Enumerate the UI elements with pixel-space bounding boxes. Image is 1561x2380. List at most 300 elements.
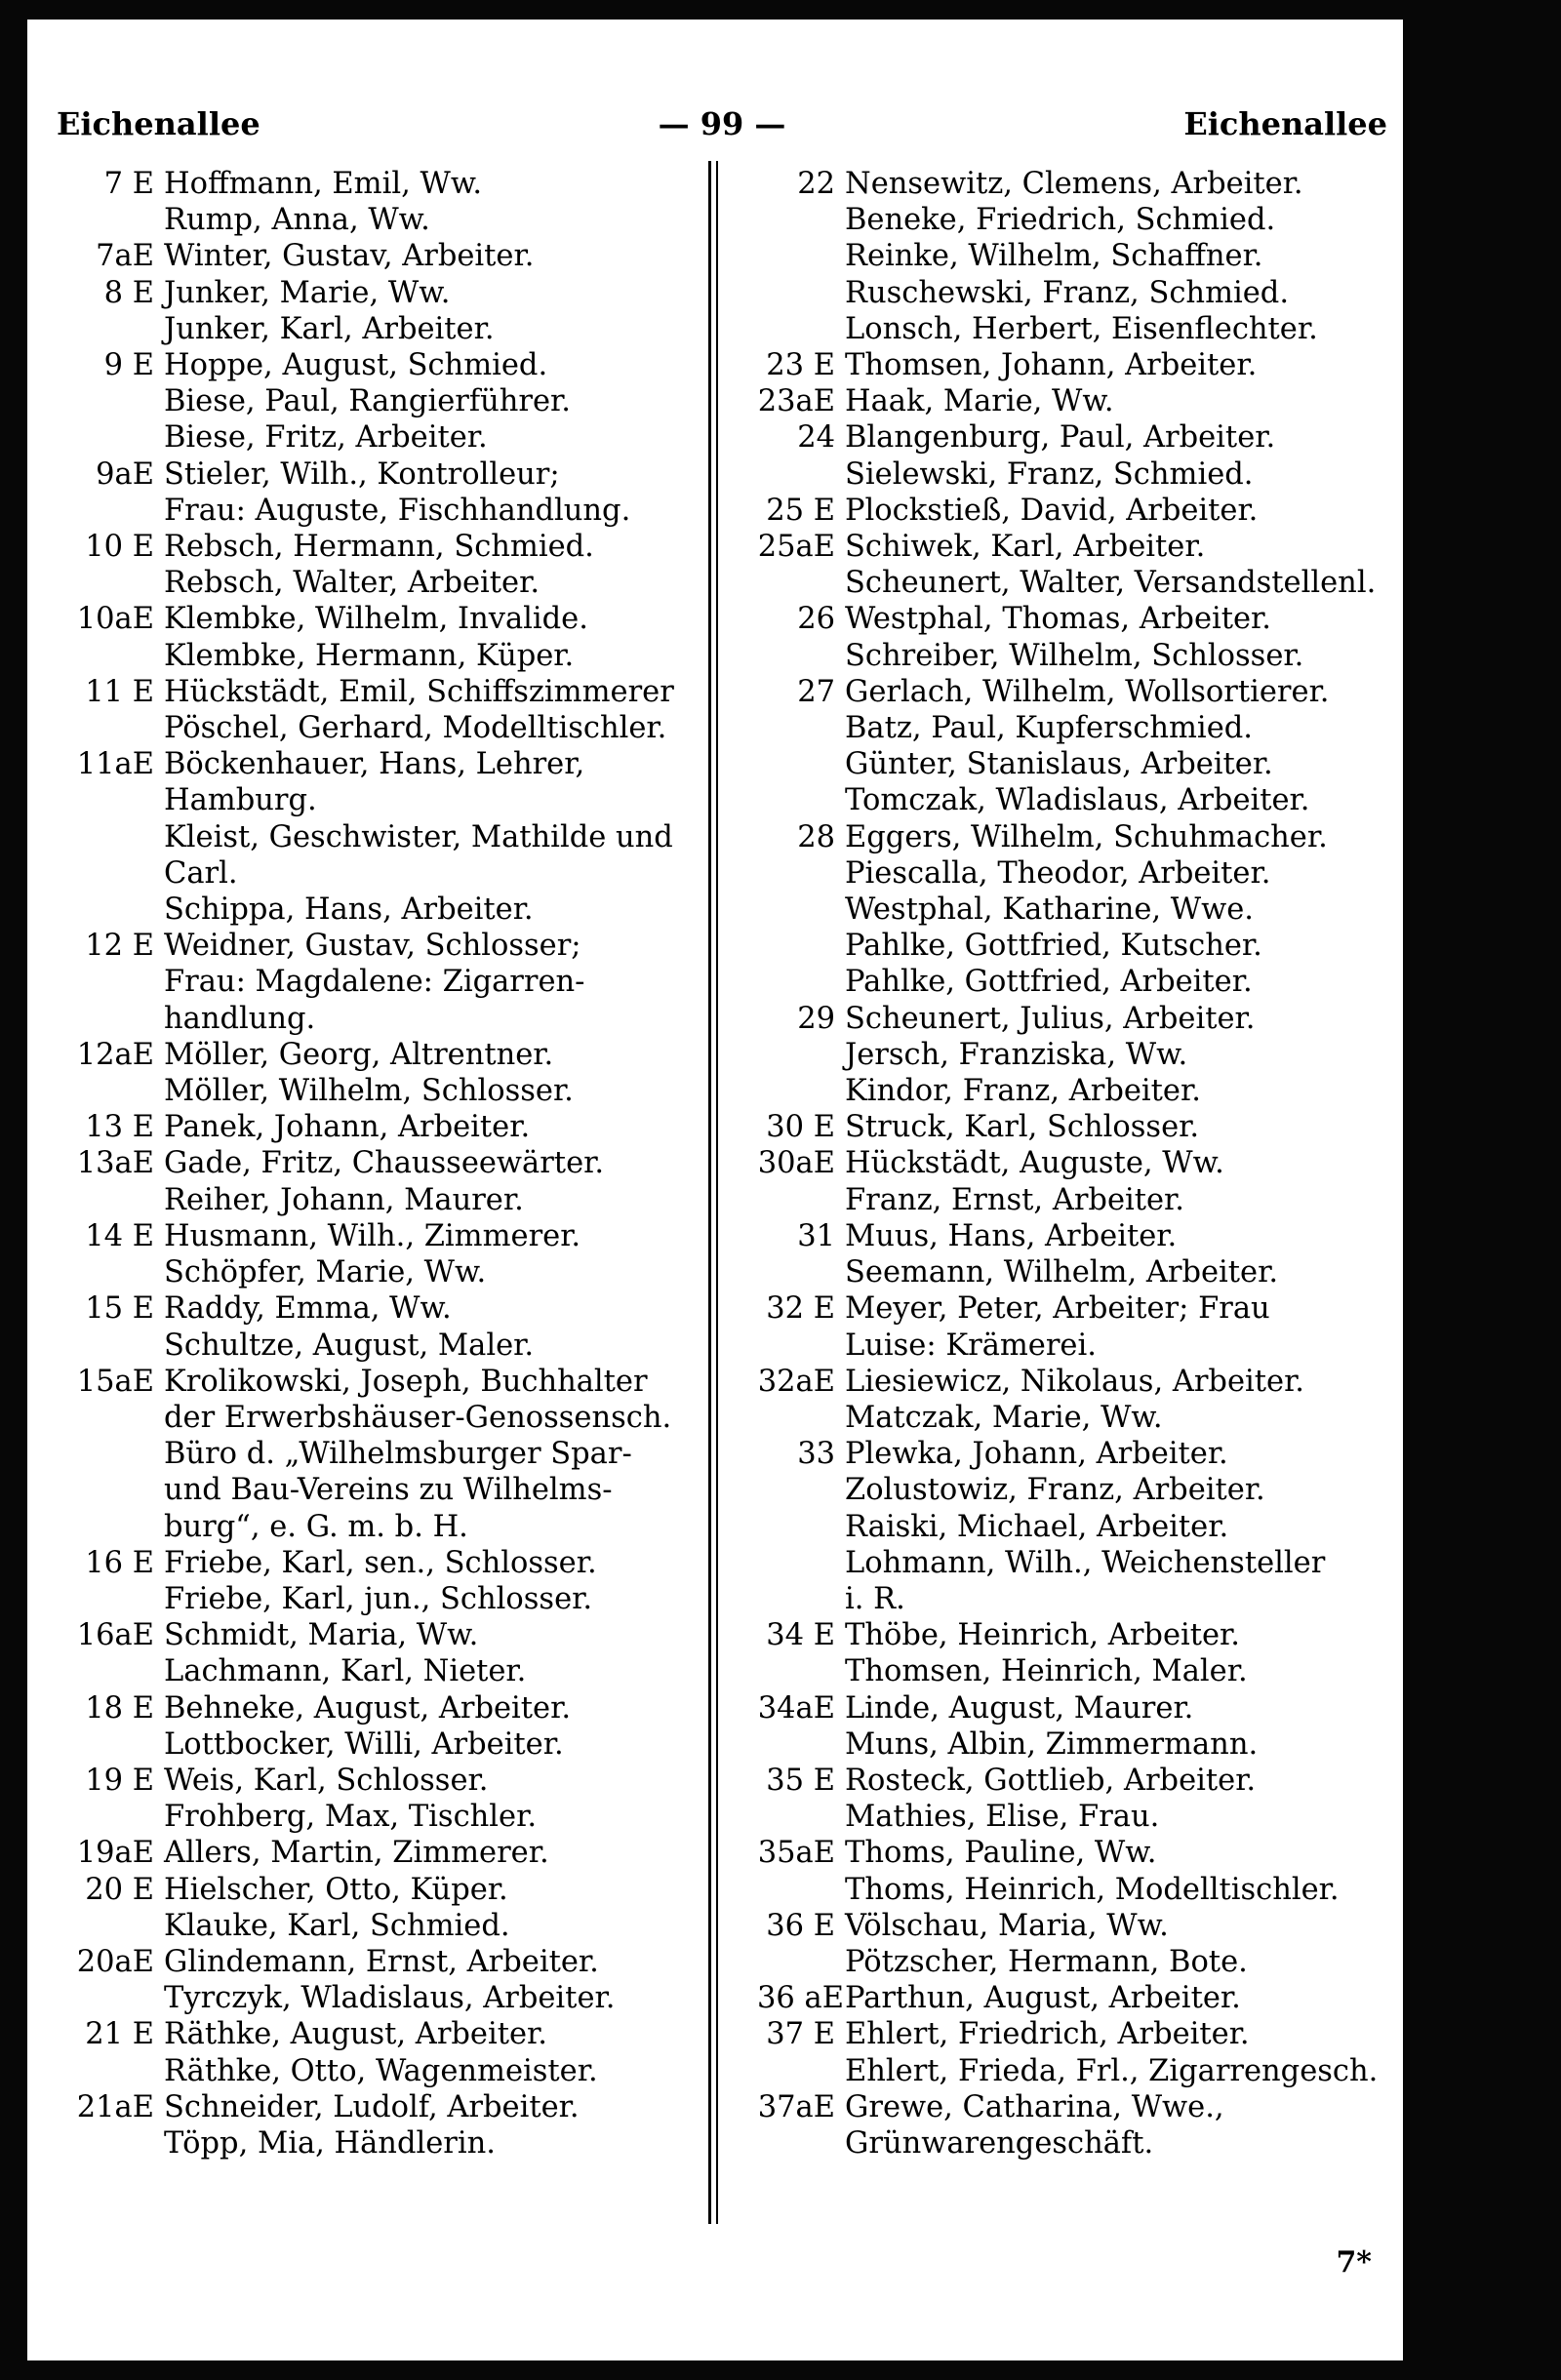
resident-entry: Schippa, Hans, Arbeiter.	[164, 892, 534, 928]
house-number	[76, 1509, 164, 1545]
resident-entry: Hamburg.	[164, 783, 317, 818]
directory-entry	[757, 855, 1391, 892]
directory-entry	[76, 1290, 710, 1327]
directory-entry	[757, 964, 1391, 1000]
directory-entry	[76, 710, 710, 746]
resident-entry: Rebsch, Hermann, Schmied.	[164, 530, 594, 565]
house-number	[76, 782, 164, 818]
resident-entry: Krolikowski, Joseph, Buchhalter	[164, 1364, 648, 1399]
resident-entry: Pötzscher, Hermann, Bote.	[845, 1944, 1248, 1979]
house-number	[757, 1799, 845, 1835]
house-number	[757, 782, 845, 818]
resident-entry: Büro d. „Wilhelmsburger Spar-	[164, 1437, 632, 1472]
resident-entry: Möller, Wilhelm, Schlosser.	[164, 1074, 574, 1109]
resident-entry: Matczak, Marie, Ww.	[845, 1400, 1163, 1435]
resident-entry: Hoffmann, Emil, Ww.	[164, 167, 483, 201]
resident-entry: Töpp, Mia, Händlerin.	[164, 2125, 496, 2161]
house-number: 13aE	[76, 1146, 154, 1181]
resident-entry: Rump, Anna, Ww.	[164, 203, 430, 238]
house-number	[76, 1799, 164, 1835]
directory-entry	[76, 1799, 710, 1835]
resident-entry: Pahlke, Gottfried, Kutscher.	[845, 929, 1262, 964]
directory-entry	[757, 1617, 1391, 1653]
directory-entry	[757, 529, 1391, 565]
resident-entry: Luise: Krämerei.	[845, 1328, 1097, 1363]
house-number	[757, 1037, 845, 1073]
resident-entry: Lonsch, Herbert, Eisenflechter.	[845, 311, 1318, 346]
directory-entry	[757, 1037, 1391, 1073]
house-number	[76, 892, 164, 928]
directory-entry	[757, 1653, 1391, 1689]
directory-entry	[757, 1364, 1391, 1400]
resident-entry: Allers, Martin, Zimmerer.	[164, 1836, 549, 1871]
resident-entry: Klauke, Karl, Schmied.	[164, 1908, 510, 1943]
directory-entry	[76, 1726, 710, 1763]
resident-entry: Schiwek, Karl, Arbeiter.	[845, 530, 1206, 565]
house-number: 20aE	[76, 1944, 154, 1979]
resident-entry: Thomsen, Johann, Arbeiter.	[845, 348, 1258, 383]
directory-entry	[76, 202, 710, 238]
directory-entry	[757, 1581, 1391, 1617]
directory-entry	[757, 1145, 1391, 1181]
resident-entry: Reinke, Wilhelm, Schaffner.	[845, 239, 1263, 274]
resident-entry: Muus, Hans, Arbeiter.	[845, 1218, 1178, 1253]
house-number	[76, 2053, 164, 2089]
house-number: 11 E	[85, 674, 154, 709]
resident-entry: Schultze, August, Maler.	[164, 1328, 535, 1363]
directory-entry	[76, 1653, 710, 1689]
resident-entry: Glindemann, Ernst, Arbeiter.	[164, 1944, 599, 1979]
house-number: 8 E	[103, 275, 154, 310]
house-number: 10 E	[85, 530, 154, 565]
directory-entry	[76, 1509, 710, 1545]
resident-entry: Junker, Marie, Ww.	[164, 275, 451, 310]
directory-entry	[757, 1218, 1391, 1254]
resident-entry: Scheunert, Julius, Arbeiter.	[845, 1001, 1256, 1036]
directory-entry	[757, 166, 1391, 202]
page-header	[57, 105, 1387, 154]
house-number: 25 E	[766, 493, 835, 528]
house-number: 25aE	[757, 530, 835, 565]
header-street-right: Eichenallee	[1183, 105, 1387, 142]
resident-entry: i. R.	[845, 1581, 905, 1616]
directory-entry	[76, 2053, 710, 2089]
house-number	[757, 1944, 845, 1980]
directory-entry	[76, 1328, 710, 1364]
directory-entry	[757, 928, 1391, 964]
directory-entry	[757, 419, 1391, 456]
house-number	[76, 1436, 164, 1472]
house-number: 12 E	[85, 929, 154, 964]
directory-entry	[76, 166, 710, 202]
directory-entry	[76, 275, 710, 311]
directory-entry	[76, 964, 710, 1000]
directory-entry	[76, 456, 710, 493]
resident-entry: Junker, Karl, Arbeiter.	[164, 311, 495, 346]
resident-entry: Frau: Magdalene: Zigarren-	[164, 965, 585, 1000]
resident-entry: Biese, Paul, Rangierführer.	[164, 384, 571, 419]
resident-entry: Hielscher, Otto, Küper.	[164, 1872, 508, 1907]
resident-entry: und Bau-Vereins zu Wilhelms-	[164, 1473, 613, 1508]
house-number: 34 E	[766, 1618, 835, 1653]
resident-entry: Westphal, Thomas, Arbeiter.	[845, 602, 1271, 637]
house-number: 10aE	[76, 602, 154, 637]
resident-entry: Klembke, Hermann, Küper.	[164, 638, 575, 673]
directory-entry	[757, 2089, 1391, 2125]
resident-entry: Plewka, Johann, Arbeiter.	[845, 1437, 1228, 1472]
directory-entry	[757, 638, 1391, 674]
directory-entry	[757, 1545, 1391, 1581]
house-number	[76, 1980, 164, 2016]
house-number	[757, 638, 845, 674]
resident-entry: Räthke, Otto, Wagenmeister.	[164, 2053, 598, 2088]
resident-entry: Haak, Marie, Ww.	[845, 384, 1114, 419]
house-number	[76, 1254, 164, 1290]
house-number: 35aE	[757, 1836, 835, 1871]
house-number: 14 E	[85, 1218, 154, 1253]
house-number	[76, 1001, 164, 1037]
resident-entry: Pahlke, Gottfried, Arbeiter.	[845, 965, 1253, 1000]
directory-entry	[76, 1037, 710, 1073]
resident-entry: handlung.	[164, 1001, 316, 1036]
directory-entry	[757, 601, 1391, 637]
directory-entry	[757, 892, 1391, 928]
house-number: 19aE	[76, 1836, 154, 1871]
resident-entry: Scheunert, Walter, Versandstellenl.	[845, 566, 1377, 601]
directory-entry	[76, 493, 710, 529]
directory-entry	[757, 746, 1391, 782]
house-number: 22	[797, 167, 835, 201]
resident-entry: Völschau, Maria, Ww.	[845, 1908, 1169, 1943]
house-number: 12aE	[76, 1037, 154, 1072]
directory-entry	[757, 1763, 1391, 1799]
house-number	[76, 1472, 164, 1508]
directory-entry	[757, 1726, 1391, 1763]
house-number	[76, 202, 164, 238]
directory-entry	[757, 1001, 1391, 1037]
house-number	[757, 1254, 845, 1290]
directory-entry	[757, 1400, 1391, 1436]
resident-entry: Eggers, Wilhelm, Schuhmacher.	[845, 819, 1328, 854]
resident-entry: Mathies, Elise, Frau.	[845, 1800, 1160, 1835]
directory-entry	[76, 892, 710, 928]
directory-entry	[76, 383, 710, 419]
resident-entry: Liesiewicz, Nikolaus, Arbeiter.	[845, 1364, 1304, 1399]
directory-entry	[76, 928, 710, 964]
directory-entry	[76, 1617, 710, 1653]
resident-entry: Linde, August, Maurer.	[845, 1690, 1194, 1726]
page-number: — 99 —	[658, 105, 786, 142]
house-number: 37aE	[757, 2089, 835, 2124]
resident-entry: Grünwarengeschäft.	[845, 2125, 1154, 2161]
directory-entry	[76, 782, 710, 818]
resident-entry: Batz, Paul, Kupferschmied.	[845, 711, 1253, 746]
directory-entry	[76, 1218, 710, 1254]
resident-entry: Weidner, Gustav, Schlosser;	[164, 929, 581, 964]
house-number: 9 E	[103, 348, 154, 383]
house-number	[76, 710, 164, 746]
house-number	[757, 1872, 845, 1908]
house-number	[76, 383, 164, 419]
resident-entry: Frohberg, Max, Tischler.	[164, 1800, 538, 1835]
directory-entry	[757, 1944, 1391, 1980]
header-street-left: Eichenallee	[57, 105, 260, 142]
directory-entry	[757, 493, 1391, 529]
resident-entry: Ehlert, Frieda, Frl., Zigarrengesch.	[845, 2053, 1379, 2088]
directory-entry	[76, 2089, 710, 2125]
resident-entry: Behneke, August, Arbeiter.	[164, 1690, 572, 1726]
house-number	[76, 2125, 164, 2162]
house-number	[76, 1328, 164, 1364]
directory-entry	[76, 1145, 710, 1181]
house-number: 21aE	[76, 2089, 154, 2124]
resident-entry: Möller, Georg, Altrentner.	[164, 1037, 554, 1072]
resident-entry: Winter, Gustav, Arbeiter.	[164, 239, 535, 274]
directory-entry	[757, 1872, 1391, 1908]
page	[27, 20, 1403, 2360]
resident-entry: Frau: Auguste, Fischhandlung.	[164, 493, 631, 528]
directory-entry	[76, 1001, 710, 1037]
resident-entry: Hückstädt, Emil, Schiffszimmerer	[164, 674, 674, 709]
house-number	[757, 1182, 845, 1218]
resident-entry: Jersch, Franziska, Ww.	[845, 1037, 1188, 1072]
house-number: 27	[797, 674, 835, 709]
house-number: 13 E	[85, 1110, 154, 1145]
house-number: 37 E	[766, 2017, 835, 2052]
house-number	[757, 892, 845, 928]
resident-entry: Rebsch, Walter, Arbeiter.	[164, 566, 540, 601]
resident-entry: Nensewitz, Clemens, Arbeiter.	[845, 167, 1303, 201]
directory-entry	[76, 2125, 710, 2162]
resident-entry: Lachmann, Karl, Nieter.	[164, 1654, 527, 1689]
house-number	[76, 565, 164, 601]
directory-entry	[76, 674, 710, 710]
house-number: 35 E	[766, 1763, 835, 1798]
house-number: 31	[797, 1218, 835, 1253]
resident-entry: Klembke, Wilhelm, Invalide.	[164, 602, 588, 637]
directory-entry	[76, 347, 710, 383]
resident-entry: Schreiber, Wilhelm, Schlosser.	[845, 638, 1304, 673]
house-number	[76, 493, 164, 529]
directory-entry	[76, 601, 710, 637]
directory-entry	[76, 1400, 710, 1436]
directory-entry	[76, 311, 710, 347]
directory-entry	[757, 275, 1391, 311]
resident-entry: Friebe, Karl, sen., Schlosser.	[164, 1545, 597, 1580]
house-number: 32 E	[766, 1291, 835, 1327]
resident-entry: Grewe, Catharina, Wwe.,	[845, 2089, 1224, 2124]
directory-entry	[76, 746, 710, 782]
directory-entry	[76, 529, 710, 565]
resident-entry: Schneider, Ludolf, Arbeiter.	[164, 2089, 580, 2124]
house-number	[76, 1581, 164, 1617]
house-number	[757, 855, 845, 892]
resident-entry: Thoms, Heinrich, Modelltischler.	[845, 1872, 1340, 1907]
resident-entry: Reiher, Johann, Maurer.	[164, 1182, 524, 1217]
house-number	[76, 1908, 164, 1944]
house-number: 29	[797, 1001, 835, 1036]
resident-entry: Franz, Ernst, Arbeiter.	[845, 1182, 1184, 1217]
directory-entry	[76, 1581, 710, 1617]
directory-entry	[757, 238, 1391, 274]
house-number: 24	[797, 420, 835, 456]
house-number	[757, 964, 845, 1000]
house-number: 23aE	[757, 384, 835, 419]
directory-entry	[76, 1254, 710, 1290]
house-number	[757, 1073, 845, 1109]
house-number: 16aE	[76, 1618, 154, 1653]
directory-entry	[76, 1436, 710, 1472]
house-number	[757, 1581, 845, 1617]
directory-entry	[757, 1436, 1391, 1472]
resident-entry: Sielewski, Franz, Schmied.	[845, 456, 1254, 492]
directory-entry	[757, 1690, 1391, 1726]
right-column	[757, 166, 1391, 2162]
resident-entry: Rosteck, Gottlieb, Arbeiter.	[845, 1763, 1257, 1798]
directory-entry	[76, 565, 710, 601]
directory-entry	[757, 782, 1391, 818]
house-number	[757, 1328, 845, 1364]
house-number: 36 E	[766, 1908, 835, 1943]
directory-entry	[76, 819, 710, 855]
house-number	[757, 1545, 845, 1581]
house-number	[76, 1653, 164, 1689]
directory-entry	[76, 1835, 710, 1871]
directory-entry	[757, 819, 1391, 855]
directory-entry	[76, 1545, 710, 1581]
house-number: 33	[797, 1437, 835, 1472]
house-number: 23 E	[766, 348, 835, 383]
directory-entry	[76, 1182, 710, 1218]
directory-entry	[76, 1908, 710, 1944]
directory-entry	[757, 1254, 1391, 1290]
house-number	[76, 819, 164, 855]
house-number	[757, 238, 845, 274]
resident-entry: Zolustowiz, Franz, Arbeiter.	[845, 1473, 1265, 1508]
resident-entry: Schöpfer, Marie, Ww.	[164, 1255, 487, 1290]
directory-entry	[757, 1799, 1391, 1835]
resident-entry: Raddy, Emma, Ww.	[164, 1291, 452, 1327]
resident-entry: Raiski, Michael, Arbeiter.	[845, 1509, 1229, 1544]
house-number	[757, 2053, 845, 2089]
house-number: 28	[797, 819, 835, 854]
resident-entry: burg“, e. G. m. b. H.	[164, 1509, 468, 1544]
directory-entry	[757, 347, 1391, 383]
house-number	[757, 746, 845, 782]
resident-entry: Husmann, Wilh., Zimmerer.	[164, 1218, 581, 1253]
directory-entry	[757, 1182, 1391, 1218]
resident-entry: Struck, Karl, Schlosser.	[845, 1110, 1200, 1145]
resident-entry: Thöbe, Heinrich, Arbeiter.	[845, 1618, 1240, 1653]
resident-entry: Plockstieß, David, Arbeiter.	[845, 493, 1259, 528]
house-number: 19 E	[85, 1763, 154, 1798]
house-number: 7 E	[103, 167, 154, 201]
house-number: 18 E	[85, 1690, 154, 1726]
directory-entry	[76, 2016, 710, 2052]
resident-entry: Westphal, Katharine, Wwe.	[845, 892, 1254, 928]
resident-entry: Muns, Albin, Zimmermann.	[845, 1726, 1259, 1762]
directory-entry	[76, 638, 710, 674]
house-number	[76, 964, 164, 1000]
house-number	[757, 311, 845, 347]
directory-entry	[76, 238, 710, 274]
house-number: 36 aE	[757, 1981, 844, 2016]
directory-entry	[757, 674, 1391, 710]
house-number: 20 E	[85, 1872, 154, 1907]
resident-entry: Panek, Johann, Arbeiter.	[164, 1110, 531, 1145]
resident-entry: der Erwerbshäuser-Genossensch.	[164, 1400, 672, 1435]
house-number	[757, 710, 845, 746]
directory-entry	[757, 2125, 1391, 2162]
directory-entry	[76, 419, 710, 456]
resident-entry: Biese, Fritz, Arbeiter.	[164, 420, 488, 456]
directory-entry	[76, 1109, 710, 1145]
column-divider-inner	[716, 161, 718, 2224]
house-number: 7aE	[96, 239, 154, 274]
resident-entry: Kindor, Franz, Arbeiter.	[845, 1074, 1201, 1109]
directory-entry	[76, 1763, 710, 1799]
house-number	[757, 1653, 845, 1689]
house-number: 30aE	[757, 1146, 835, 1181]
house-number	[757, 1472, 845, 1508]
resident-entry: Günter, Stanislaus, Arbeiter.	[845, 747, 1273, 782]
house-number	[757, 565, 845, 601]
resident-entry: Lottbocker, Willi, Arbeiter.	[164, 1726, 564, 1762]
resident-entry: Thoms, Pauline, Ww.	[845, 1836, 1157, 1871]
resident-entry: Beneke, Friedrich, Schmied.	[845, 203, 1276, 238]
directory-entry	[76, 1472, 710, 1508]
resident-entry: Blangenburg, Paul, Arbeiter.	[845, 420, 1276, 456]
directory-entry	[757, 456, 1391, 493]
resident-entry: Gade, Fritz, Chausseewärter.	[164, 1146, 605, 1181]
house-number	[757, 2125, 845, 2162]
house-number: 30 E	[766, 1110, 835, 1145]
directory-entry	[757, 1908, 1391, 1944]
house-number	[757, 928, 845, 964]
house-number: 34aE	[757, 1690, 835, 1726]
house-number	[76, 419, 164, 456]
resident-entry: Hoppe, August, Schmied.	[164, 348, 548, 383]
resident-entry: Parthun, August, Arbeiter.	[845, 1981, 1241, 2016]
resident-entry: Lohmann, Wilh., Weichensteller	[845, 1545, 1326, 1580]
directory-entry	[757, 1290, 1391, 1327]
resident-entry: Tyrczyk, Wladislaus, Arbeiter.	[164, 1981, 616, 2016]
house-number: 11aE	[76, 747, 154, 782]
directory-entry	[757, 1328, 1391, 1364]
directory-entry	[757, 1980, 1391, 2016]
directory-entry	[76, 1364, 710, 1400]
directory-entry	[757, 383, 1391, 419]
resident-entry: Böckenhauer, Hans, Lehrer,	[164, 747, 585, 782]
resident-entry: Thomsen, Heinrich, Maler.	[845, 1654, 1248, 1689]
directory-entry	[757, 1109, 1391, 1145]
resident-entry: Tomczak, Wladislaus, Arbeiter.	[845, 783, 1310, 818]
resident-entry: Ehlert, Friedrich, Arbeiter.	[845, 2017, 1250, 2052]
directory-entry	[757, 202, 1391, 238]
directory-entry	[757, 565, 1391, 601]
resident-entry: Ruschewski, Franz, Schmied.	[845, 275, 1290, 310]
house-number	[76, 1182, 164, 1218]
house-number: 32aE	[757, 1364, 835, 1399]
left-column	[76, 166, 710, 2162]
house-number	[757, 1509, 845, 1545]
house-number	[76, 311, 164, 347]
resident-entry: Weis, Karl, Schlosser.	[164, 1763, 489, 1798]
house-number	[757, 202, 845, 238]
house-number: 9aE	[96, 456, 154, 492]
directory-entry	[76, 1690, 710, 1726]
house-number: 15 E	[85, 1291, 154, 1327]
